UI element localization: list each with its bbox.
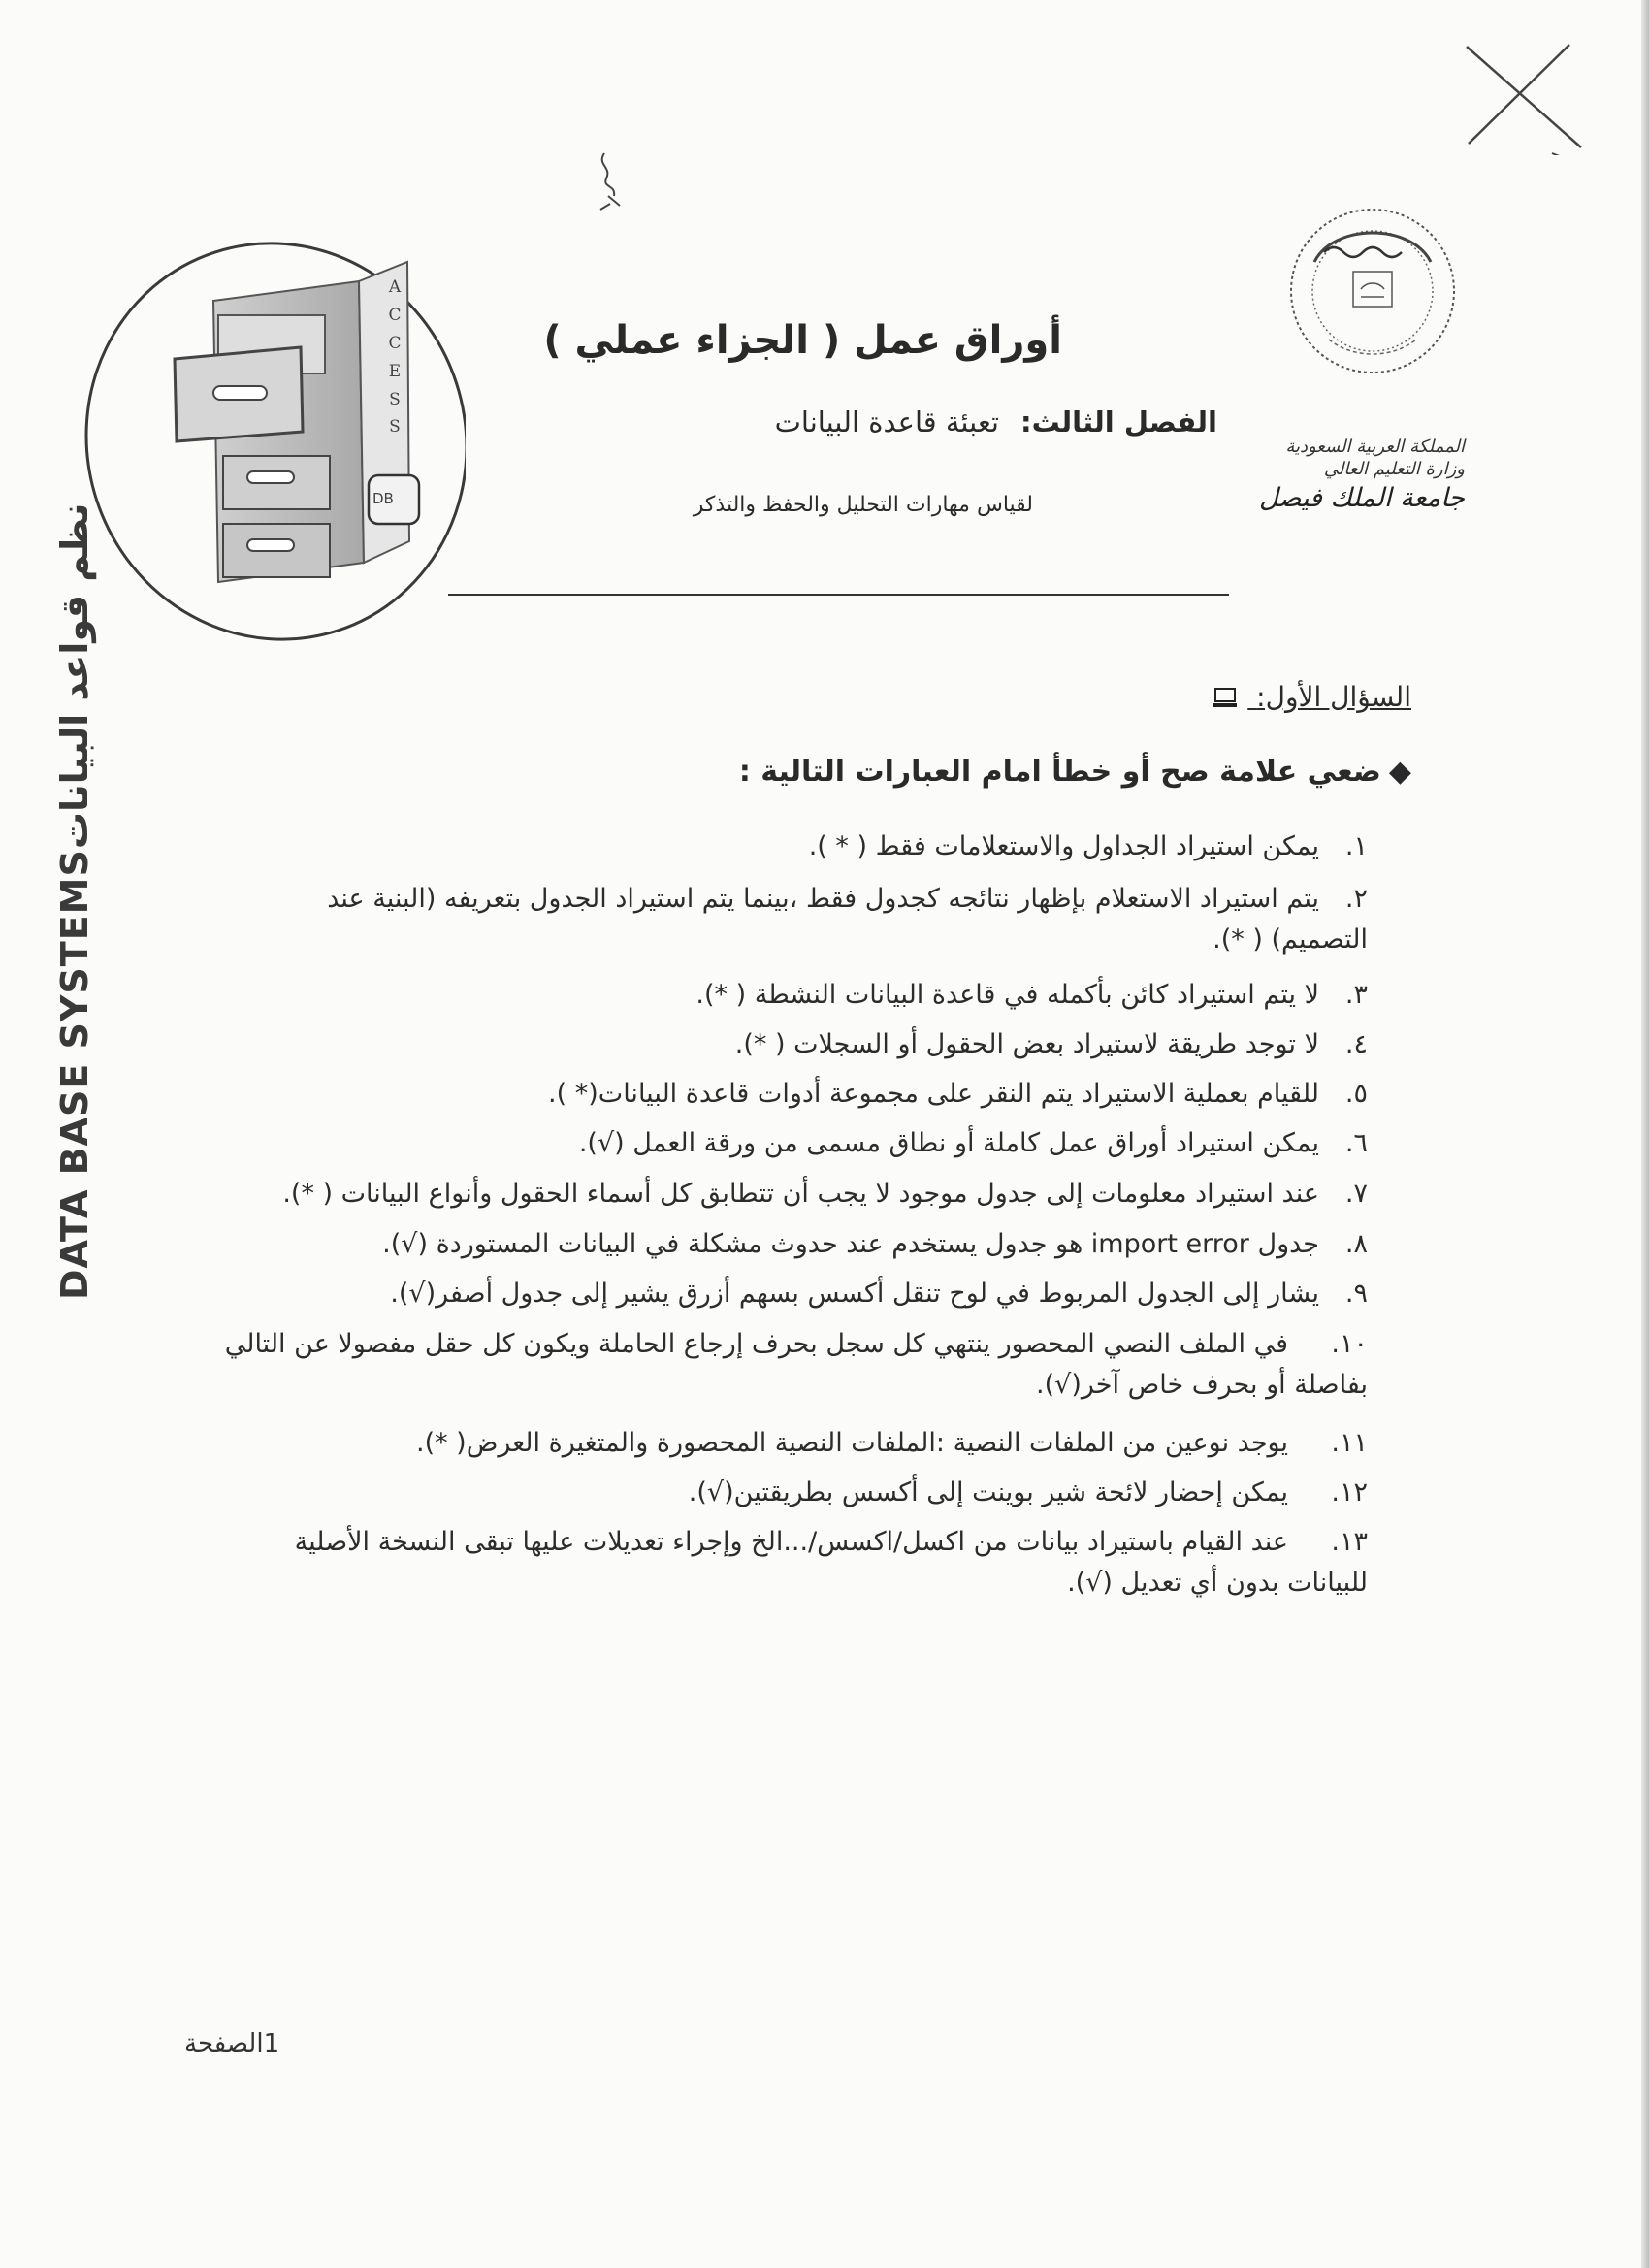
item-number: ١٣.	[1331, 1527, 1368, 1557]
handwritten-stroke-icon	[587, 146, 635, 213]
item-text: عند القيام باستيراد بيانات من اكسل/اكسس/...الخ وإجراء تعديلات عليها تبقى النسخة الأصلية للبيانات بدون أي تعديل (√).	[294, 1527, 1368, 1598]
subtitle: لقياس مهارات التحليل والحفظ والتذكر	[693, 493, 1033, 517]
access-letter: C	[388, 305, 402, 325]
item-text: للقيام بعملية الاستيراد يتم النقر على مجموعة أدوات قاعدة البيانات(* ).	[548, 1079, 1319, 1109]
list-item	[548, 1074, 1368, 1115]
access-letter: E	[388, 361, 402, 381]
list-item	[416, 1423, 1368, 1464]
chapter-title: تعبئة قاعدة البيانات	[774, 405, 999, 438]
header-divider	[448, 594, 1229, 596]
item-text: يوجد نوعين من الملفات النصية :الملفات النصية المحصورة والمتغيرة العرض( *).	[415, 1428, 1288, 1458]
instruction-text: ضعي علامة صح أو خطأ امام العبارات التالية :	[738, 755, 1381, 789]
item-number: ٢.	[1344, 884, 1368, 914]
list-item	[695, 975, 1368, 1016]
list-item	[689, 1473, 1368, 1513]
question-title	[1212, 681, 1411, 715]
computer-icon	[1212, 683, 1238, 715]
item-number: ١.	[1344, 831, 1368, 861]
side-text-ar: نظم قواعد البيانات	[53, 502, 96, 850]
handwritten-page-mark	[587, 146, 635, 213]
item-number: ١٠.	[1331, 1329, 1368, 1359]
list-item	[223, 1522, 1368, 1604]
page-number: 1الصفحة	[184, 2029, 280, 2058]
scan-edge	[1641, 0, 1649, 2268]
list-item	[809, 826, 1368, 867]
item-text: لا توجد طريقة لاستيراد بعض الحقول أو السجلات ( *).	[734, 1029, 1319, 1059]
item-text: يتم استيراد الاستعلام بإظهار نتائجه كجدول فقط ،بينما يتم استيراد الجدول بتعريفه (البنية عند التصميم) ( *).	[327, 884, 1368, 955]
item-text: يمكن استيراد الجداول والاستعلامات فقط ( * ).	[808, 831, 1319, 861]
page-title: أوراق عمل ( الجزاء عملي )	[543, 318, 1062, 363]
access-letter: S	[389, 389, 401, 409]
list-item	[735, 1024, 1368, 1065]
chapter-label: الفصل الثالث:	[1020, 405, 1217, 438]
x-mark-icon	[1455, 39, 1591, 155]
access-letter: C	[388, 333, 402, 353]
question-title-text: السؤال الأول:	[1256, 681, 1411, 713]
chapter-heading	[775, 405, 1217, 438]
item-number: ٣.	[1344, 980, 1368, 1010]
institution-block	[1174, 437, 1465, 515]
list-item	[223, 879, 1368, 960]
list-item	[223, 1324, 1368, 1406]
list-item	[579, 1123, 1368, 1164]
access-letter: S	[389, 417, 401, 437]
access-letter: A	[388, 277, 402, 297]
item-text: عند استيراد معلومات إلى جدول موجود لا يجب أن تتطابق كل أسماء الحقول وأنواع البيانات ( *).	[282, 1179, 1319, 1209]
item-number: ٩.	[1344, 1279, 1368, 1309]
seal-icon	[1285, 204, 1460, 378]
db-label: DB	[372, 490, 394, 507]
side-text-en: DATA BASE SYSTEMS	[53, 849, 96, 1300]
institution-university: جامعة الملك فيصل	[1259, 483, 1465, 513]
side-banner	[53, 503, 96, 1300]
item-number: ٥.	[1344, 1079, 1368, 1109]
item-text: جدول import error هو جدول يستخدم عند حدوث مشكلة في البيانات المستوردة (√).	[382, 1229, 1319, 1259]
item-number: ١١.	[1331, 1428, 1368, 1458]
list-item	[390, 1274, 1368, 1314]
institution-country: المملكة العربية السعودية	[1285, 437, 1465, 457]
institution-ministry: وزارة التعليم العالي	[1323, 458, 1465, 479]
item-number: ٧.	[1344, 1179, 1368, 1209]
item-text: في الملف النصي المحصور ينتهي كل سجل بحرف إرجاع الحاملة ويكون كل حقل مفصولا عن التالي بفاصلة أو بحرف خاص آخر(√).	[224, 1329, 1368, 1400]
list-item	[282, 1174, 1368, 1215]
item-number: ٤.	[1344, 1029, 1368, 1059]
bullet-icon: ◆	[1388, 755, 1411, 789]
item-text: لا يتم استيراد كائن بأكمله في قاعدة البيانات النشطة ( *).	[695, 980, 1319, 1010]
item-text: يمكن استيراد أوراق عمل كاملة أو نطاق مسمى من ورقة العمل (√).	[578, 1128, 1319, 1158]
list-item	[382, 1224, 1368, 1265]
item-number: ٨.	[1344, 1229, 1368, 1259]
item-text: يشار إلى الجدول المربوط في لوح تنقل أكسس بسهم أزرق يشير إلى جدول أصفر(√).	[390, 1279, 1319, 1309]
instruction	[739, 755, 1411, 789]
item-text: يمكن إحضار لائحة شير بوينت إلى أكسس بطريقتين(√).	[688, 1477, 1288, 1507]
item-number: ١٢.	[1331, 1477, 1368, 1507]
access-letters	[380, 274, 409, 441]
item-number: ٦.	[1344, 1128, 1368, 1158]
